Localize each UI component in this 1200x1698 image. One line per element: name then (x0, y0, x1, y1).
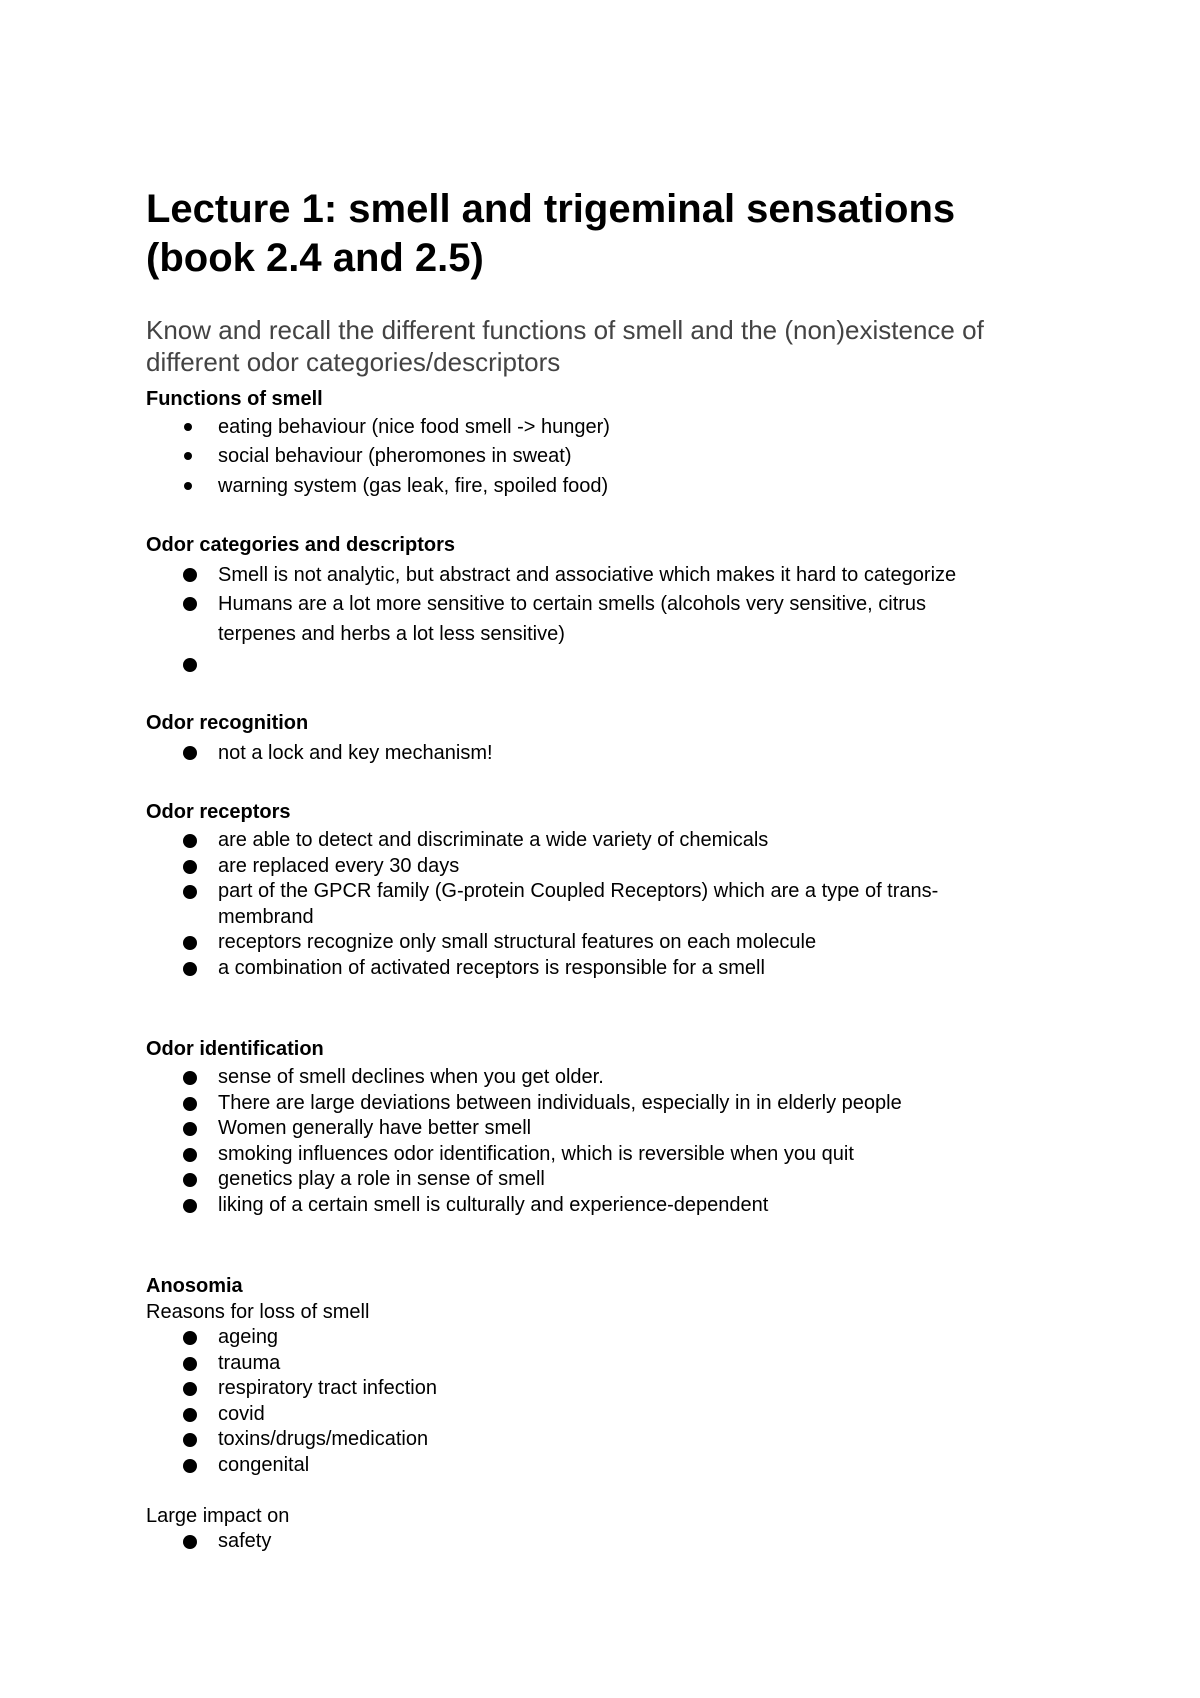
reasons-label: Reasons for loss of smell (146, 1301, 370, 1323)
list-item-continuation: membrand (218, 906, 314, 928)
bullet-dot (183, 1097, 197, 1111)
list-item: warning system (gas leak, fire, spoiled food) (218, 475, 609, 497)
section-subtitle-line-1: Know and recall the different functions of smell and the (non)existence of (146, 315, 984, 345)
list-item: not a lock and key mechanism! (218, 742, 493, 764)
bullet-dot (183, 1382, 197, 1396)
bullet-dot (183, 1408, 197, 1422)
list-item: covid (218, 1403, 265, 1425)
list-item: ageing (218, 1326, 279, 1348)
heading-odor-categories: Odor categories and descriptors (146, 534, 455, 556)
list-item: a combination of activated receptors is responsible for a smell (218, 957, 765, 979)
bullet-dot (183, 1459, 197, 1473)
list-item: Humans are a lot more sensitive to certain smells (alcohols very sensitive, citrus (218, 593, 927, 615)
heading-anosomia: Anosomia (146, 1275, 243, 1297)
heading-odor-identification: Odor identification (146, 1038, 324, 1060)
page-title-line-2: (book 2.4 and 2.5) (146, 236, 484, 280)
list-item: smoking influences odor identification, which is reversible when you quit (218, 1143, 854, 1165)
bullet-dot (183, 1331, 197, 1345)
list-item: genetics play a role in sense of smell (218, 1168, 545, 1190)
bullet-dot (183, 1433, 197, 1447)
list-item: toxins/drugs/medication (218, 1428, 429, 1450)
list-item: respiratory tract infection (218, 1377, 437, 1399)
bullet-dot (184, 452, 192, 460)
list-item: part of the GPCR family (G-protein Coupled Receptors) which are a type of trans- (218, 880, 939, 902)
heading-odor-recognition: Odor recognition (146, 712, 309, 734)
bullet-dot (183, 860, 197, 874)
bullet-dot (183, 658, 197, 672)
bullet-dot (183, 1173, 197, 1187)
bullet-dot (183, 885, 197, 899)
heading-odor-receptors: Odor receptors (146, 801, 291, 823)
bullet-dot (183, 1148, 197, 1162)
bullet-dot (183, 1199, 197, 1213)
bullet-dot (184, 482, 192, 490)
list-item: sense of smell declines when you get older. (218, 1066, 604, 1088)
bullet-dot (183, 1071, 197, 1085)
list-item: Women generally have better smell (218, 1117, 532, 1139)
impact-label: Large impact on (146, 1505, 290, 1527)
bullet-dot (183, 568, 197, 582)
list-item: receptors recognize only small structural features on each molecule (218, 931, 817, 953)
list-item: liking of a certain smell is culturally and experience-dependent (218, 1194, 769, 1216)
list-item: There are large deviations between individuals, especially in in elderly people (218, 1092, 902, 1114)
list-item: are able to detect and discriminate a wide variety of chemicals (218, 829, 769, 851)
bullet-dot (183, 1535, 197, 1549)
section-subtitle-line-2: different odor categories/descriptors (146, 347, 561, 377)
bullet-dot (183, 834, 197, 848)
list-item: congenital (218, 1454, 310, 1476)
bullet-dot (183, 936, 197, 950)
bullet-dot (183, 962, 197, 976)
bullet-dot (184, 423, 192, 431)
bullet-dot (183, 1122, 197, 1136)
list-item: safety (218, 1530, 272, 1552)
list-item-continuation: terpenes and herbs a lot less sensitive) (218, 623, 565, 645)
page-title-line-1: Lecture 1: smell and trigeminal sensations (146, 187, 956, 231)
bullet-dot (183, 746, 197, 760)
list-item: are replaced every 30 days (218, 855, 460, 877)
bullet-dot (183, 1357, 197, 1371)
list-item: Smell is not analytic, but abstract and associative which makes it hard to categorize (218, 564, 957, 586)
list-item: social behaviour (pheromones in sweat) (218, 445, 572, 467)
bullet-dot (183, 597, 197, 611)
list-item: trauma (218, 1352, 281, 1374)
heading-functions-of-smell: Functions of smell (146, 388, 323, 410)
list-item: eating behaviour (nice food smell -> hunger) (218, 416, 610, 438)
